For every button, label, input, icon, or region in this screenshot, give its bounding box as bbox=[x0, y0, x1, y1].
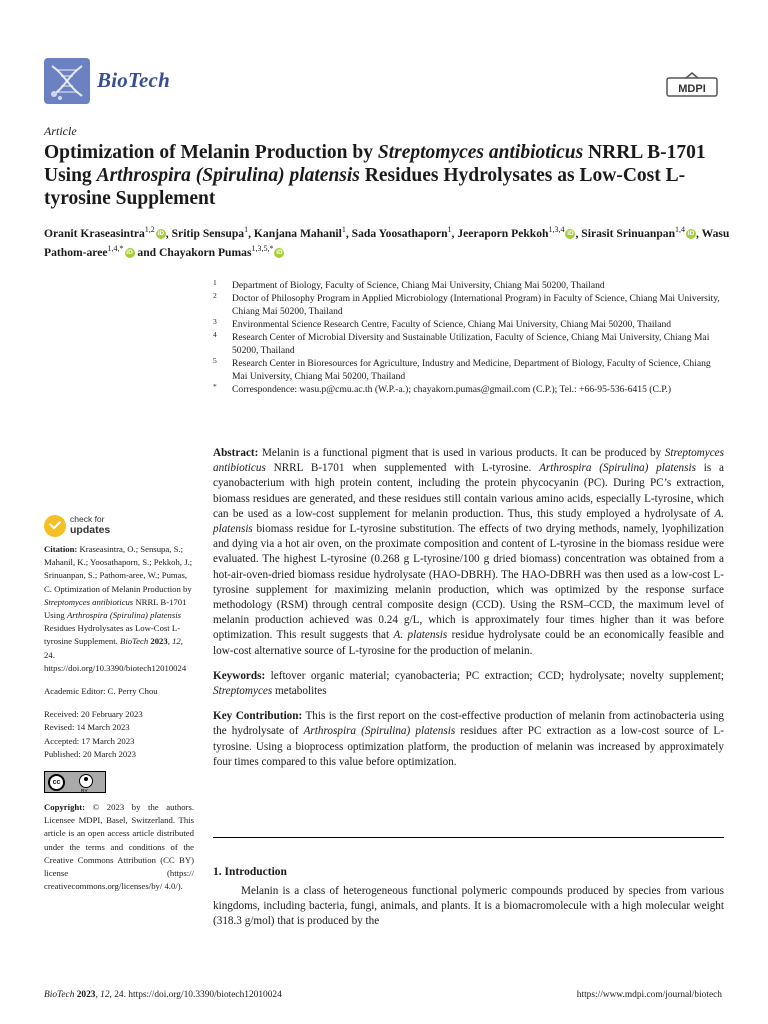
cc-by-license-icon[interactable]: cc BY bbox=[44, 771, 106, 793]
author-name: Jeeraporn Pekkoh bbox=[457, 227, 549, 240]
author[interactable] bbox=[352, 227, 452, 240]
copyright-notice: Copyright: © 2023 by the authors. Licensee MDPI, Basel, Switzerland. This article is an open access article distributed under the terms and conditions of the Creative Commons Attribution (CC BY) license (https:// creativecommons.org/licenses/by/ 4.0/). bbox=[44, 802, 194, 892]
author-separator: and bbox=[134, 246, 160, 259]
author-name: Chayakorn Pumas bbox=[159, 246, 252, 259]
author-affiliation-ref: 1 bbox=[341, 225, 346, 235]
article-type: Article bbox=[44, 124, 77, 138]
affiliation-text: Research Center of Microbial Diversity and Sustainable Utilization, Faculty of Science, Chiang Mai University, Chiang Mai 50200, Thailand bbox=[232, 332, 710, 356]
affiliation-number: 1 bbox=[213, 278, 217, 287]
author-name: Oranit Kraseasintra bbox=[44, 227, 145, 240]
author-name: Sritip Sensupa bbox=[171, 227, 245, 240]
footer-journal-url[interactable]: https://www.mdpi.com/journal/biotech bbox=[576, 990, 722, 1000]
main-column bbox=[213, 446, 724, 780]
affiliation-item bbox=[213, 355, 725, 383]
academic-editor: Academic Editor: C. Perry Chou bbox=[44, 686, 158, 697]
author-list bbox=[44, 224, 734, 262]
author-name: Wasu Pathom-aree bbox=[44, 227, 730, 259]
author-affiliation-ref: 1,3,4 bbox=[548, 225, 565, 235]
orcid-icon[interactable]: iD bbox=[567, 230, 574, 238]
author[interactable] bbox=[159, 246, 284, 259]
section-heading-introduction: 1. Introduction bbox=[213, 866, 287, 878]
article-sidebar bbox=[44, 543, 194, 893]
citation: Citation: Kraseasintra, O.; Sensupa, S.; Mahanil, K.; Yoosathaporn, S.; Pekkoh, J.; Srinuanpan, S.; Pathom-aree, W.; Pumas, C. Optimization of Melanin Production by Streptomyces antibioticus NRRL B-1701 Using Arthrospira (Spirulina) platensis Residues Hydrolysates as Low-Cost L-tyrosine Supplement. BioTech 2023, 12, 24. https://doi.org/10.3390/biotech12010024 bbox=[44, 544, 193, 673]
mdpi-logo-icon bbox=[666, 72, 718, 100]
article-title: Optimization of Melanin Production by Streptomyces antibioticus NRRL B-1701 Using Arthrospira (Spirulina) platensis Residues Hydrolysates as Low-Cost L-tyrosine Supplement bbox=[44, 142, 706, 209]
article-dates bbox=[44, 708, 194, 761]
affiliation-text: Research Center in Bioresources for Agriculture, Industry and Medicine, Department of Biology, Faculty of Science, Chiang Mai University, Chiang Mai 50200, Thailand bbox=[232, 357, 711, 382]
author-affiliation-ref: 1,2 bbox=[144, 225, 155, 235]
author-name: Sirasit Srinuanpan bbox=[581, 227, 676, 240]
author-affiliation-ref: 1 bbox=[447, 225, 452, 235]
author-affiliation-ref: 1,3,5,* bbox=[251, 244, 274, 254]
affiliation-number: 3 bbox=[213, 316, 217, 326]
affiliation-item bbox=[213, 332, 725, 357]
author-separator: , bbox=[696, 227, 702, 240]
author[interactable] bbox=[172, 227, 249, 240]
affiliation-text: Department of Biology, Faculty of Science, Chiang Mai University, Chiang Mai 50200, Thailand bbox=[232, 280, 605, 291]
date-published: Published: 20 March 2023 bbox=[44, 748, 136, 759]
author-affiliation-ref: 1,4,* bbox=[107, 244, 124, 254]
affiliation-text: Doctor of Philosophy Program in Applied Microbiology (International Program) in Faculty of Science, Chiang Mai University, Chiang Mai 50200, Thailand bbox=[232, 293, 720, 317]
author-affiliation-ref: 1 bbox=[244, 225, 249, 235]
orcid-icon[interactable]: iD bbox=[687, 230, 695, 238]
affiliation-text: Correspondence: wasu.p@cmu.ac.th (W.P.-a.); chayakorn.pumas@gmail.com (C.P.); Tel.: +66-95-536-6415 (C.P.) bbox=[232, 383, 672, 395]
key-contribution: Key Contribution: This is the first report on the cost-effective production of melanin from actinobacteria using the hydrolysate of Arthrospira (Spirulina) platensis residues after PC extraction as a low-cost source of L-tyrosine. Using a bioprocess optimization platform, the production of melanin was increased by approximately four times compared to this value before optimization. bbox=[213, 710, 724, 768]
check-updates-icon bbox=[44, 515, 66, 537]
author-affiliation-ref: 1,4 bbox=[675, 225, 686, 235]
author-separator: , bbox=[451, 227, 458, 240]
author-separator: , bbox=[248, 227, 254, 240]
author-name: Kanjana Mahanil bbox=[253, 227, 342, 240]
date-received: Received: 20 February 2023 bbox=[44, 709, 143, 720]
orcid-icon[interactable]: iD bbox=[126, 249, 133, 257]
author[interactable] bbox=[581, 227, 696, 240]
author[interactable] bbox=[44, 227, 166, 240]
keywords: Keywords: leftover organic material; cyanobacteria; PC extraction; CCD; hydrolysate; novelty supplement; Streptomyces metabolites bbox=[213, 669, 724, 698]
orcid-icon[interactable]: iD bbox=[276, 249, 283, 257]
footer-citation: BioTech 2023, 12, 24. https://doi.org/10.3390/biotech12010024 bbox=[44, 990, 282, 1000]
author[interactable] bbox=[254, 227, 346, 240]
journal-name: BioTech bbox=[97, 68, 170, 92]
author-separator: , bbox=[575, 227, 582, 240]
check-for-updates-badge[interactable]: check for updates bbox=[44, 513, 164, 539]
date-revised: Revised: 14 March 2023 bbox=[44, 722, 130, 733]
affiliation-item bbox=[213, 293, 725, 318]
affiliation-text: Environmental Science Research Centre, Faculty of Science, Chiang Mai University, Chiang Mai 50200, Thailand bbox=[232, 318, 672, 330]
affiliation-number: 2 bbox=[213, 291, 217, 301]
author-separator: , bbox=[345, 227, 352, 240]
affiliation-list bbox=[213, 280, 725, 397]
affiliation-number: * bbox=[213, 381, 217, 391]
footer-doi-link[interactable]: , 24. https://doi.org/10.3390/biotech12010024 bbox=[109, 990, 282, 1000]
author[interactable] bbox=[457, 227, 575, 240]
affiliation-number: 4 bbox=[213, 330, 217, 340]
orcid-icon[interactable]: iD bbox=[157, 230, 165, 238]
affiliation-number: 5 bbox=[213, 355, 217, 365]
abstract: Abstract: Melanin is a functional pigment that is used in various products. It can be produced by Streptomyces antibioticus NRRL B-1701 when supplemented with L-tyrosine. Arthrospira (Spirulina) platensis is a cyanobacterium with high protein content, including the protein phycocyanin (PC). During PC’s extraction, biomass residues are generated, and these residues still contain various amino acids, especially L-tyrosine, which can be used as a low-cost supplement for melanin production. Thus, this study employed a hydrolysate of A. platensis biomass residue for L-tyrosine substitution. The effects of two drying methods, namely, lyophilization and dying via a hot air oven, on the proximate composition and content of L-tyrosine in the biomass residue were evaluated. The highest L-tyrosine (0.268 g L-tyrosine/100 g dried biomass) concentration was obtained from a hot-air-oven-dried biomass residue hydrolysate (HAO-DBRH). The HAO-DBRH was then used as a low-cost L-tyrosine supplement for maximizing melanin production, which was optimized by the response surface methodology (RSM) through central composite design (CCD). Using the RSM–CCD, the maximum level of melanin production achieved was 0.24 g/L, which is approximately four times higher than it was before optimization. This result suggests that A. platensis residue hydrolysate could be an economically feasible and low-cost alternative source of L-tyrosine for the production of melanin. bbox=[213, 447, 724, 657]
journal-logo-icon bbox=[44, 58, 90, 104]
author-name: Sada Yoosathaporn bbox=[351, 227, 448, 240]
introduction-paragraph: Melanin is a class of heterogeneous functional polymeric compounds produced by species from various kingdoms, including bacteria, fungi, animals, and plants. It is a biomacromolecule with a high molecular weight (318.3 g/mol) that is produced by the bbox=[213, 885, 724, 928]
citation-doi-link[interactable]: , 24. https://doi.org/10.3390/biotech12010024 bbox=[44, 636, 187, 673]
affiliation-item bbox=[213, 280, 725, 293]
date-accepted: Accepted: 17 March 2023 bbox=[44, 735, 135, 746]
section-divider bbox=[213, 837, 724, 838]
affiliation-item bbox=[213, 381, 725, 397]
affiliation-item bbox=[213, 316, 725, 332]
author-separator: , bbox=[165, 227, 172, 240]
publisher-name: MDPI bbox=[678, 83, 706, 95]
